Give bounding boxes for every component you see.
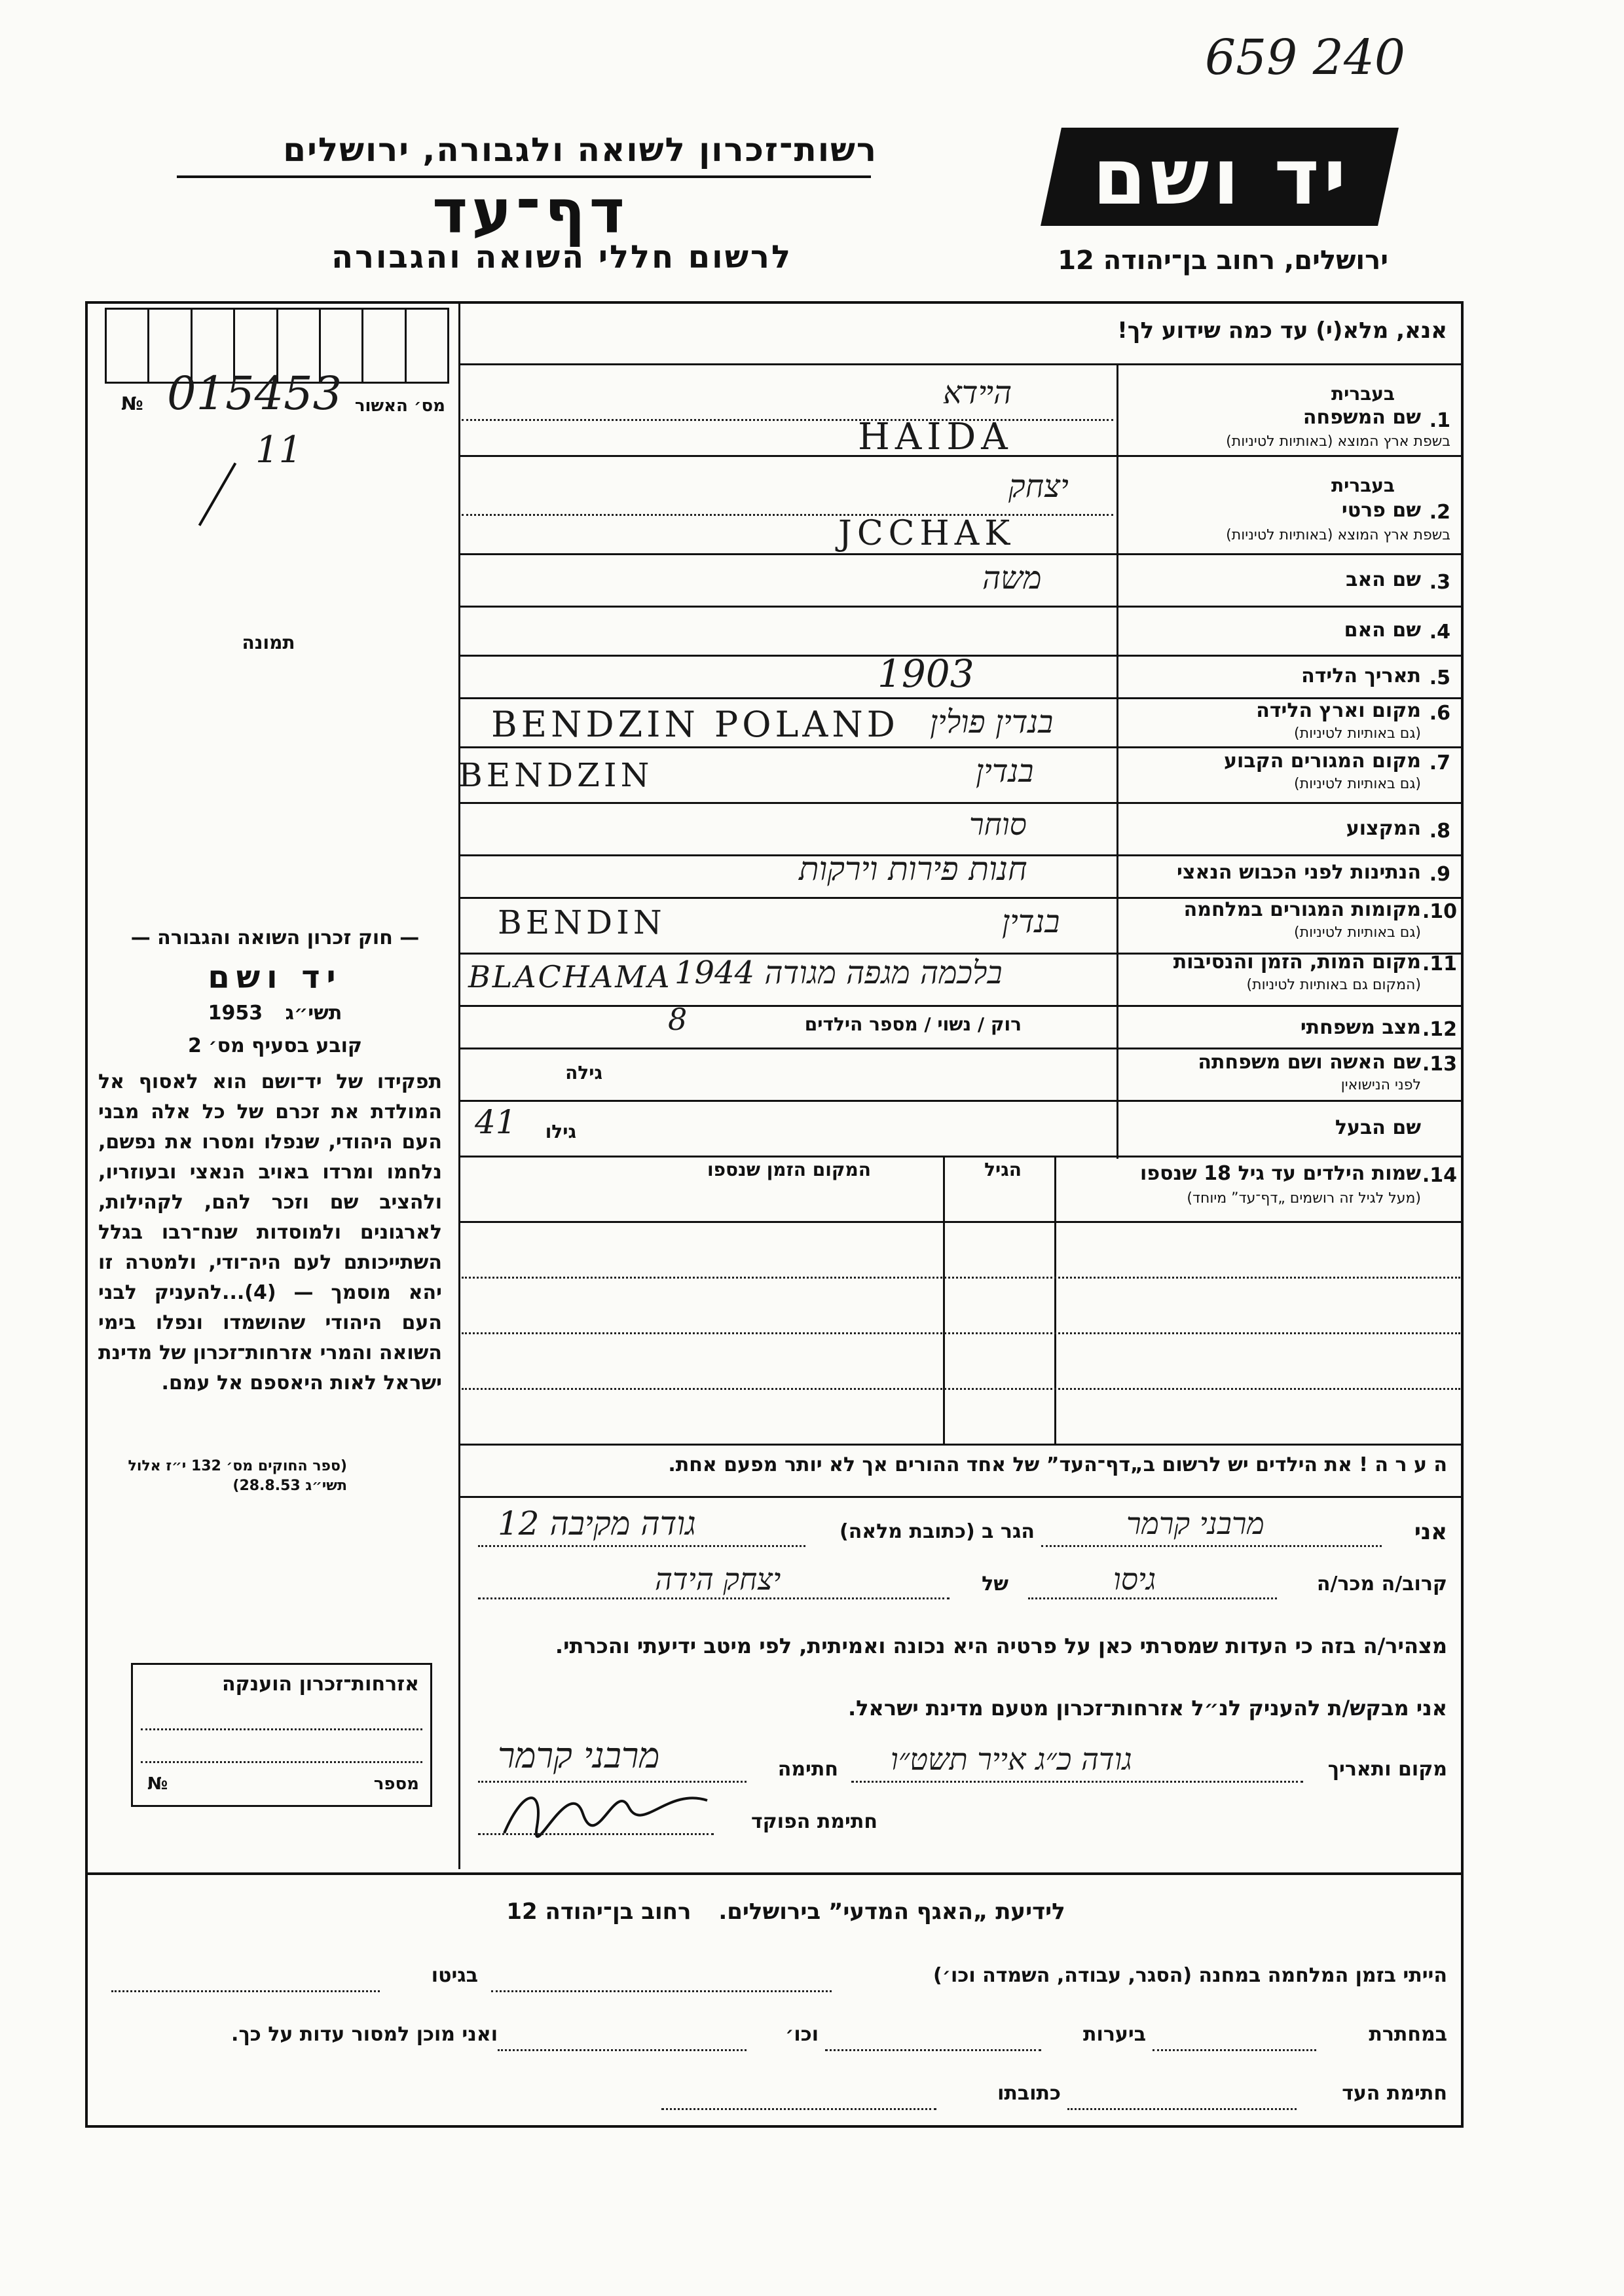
institute-address: ירושלים, רחוב בן־יהודה 12	[1058, 246, 1388, 276]
f14-label: שמות הילדים עד גיל 18 שנספו	[1140, 1162, 1421, 1185]
f2-label: שם פרטי	[1341, 499, 1421, 522]
f1-value-latin[interactable]: HAIDA	[858, 416, 1013, 458]
footer-etc: וכו׳	[785, 2023, 819, 2046]
law-year-hebrew: תשי״ג	[285, 1002, 342, 1025]
declarant-name[interactable]: מרבני קרמר	[1126, 1506, 1264, 1541]
f2-value-hebrew[interactable]: יצחק	[1008, 468, 1069, 505]
f10-number: 10.	[1422, 900, 1457, 923]
f4-number: 4.	[1429, 621, 1450, 644]
f10-sublabel: (גם באותיות לטיניות)	[1294, 924, 1421, 941]
f11-sublabel: (המקום גם באותיות לטיניות)	[1246, 977, 1421, 993]
note: ה ע ר ה ! את הילדים יש לרשום ב„דף־העד” של אחד ההורים אך לא יותר מפעם אחת.	[668, 1453, 1447, 1476]
f6-label: מקום וארץ הלידה	[1256, 699, 1421, 722]
f3-number: 3.	[1429, 571, 1450, 594]
col-place-header: המקום הזמן שנספו	[707, 1159, 871, 1180]
table-dotted	[462, 1277, 1460, 1279]
table-divider	[1054, 1156, 1056, 1444]
husband-age-label: גילו	[545, 1121, 576, 1142]
label-column-divider	[1116, 363, 1118, 1159]
f13-sublabel: לפני הנישואין	[1340, 1077, 1421, 1093]
footer-dotted-1	[491, 1990, 832, 1992]
f1-hebrew-tag: בעברית	[1331, 383, 1395, 405]
row-line	[458, 802, 1464, 804]
f5-label: תאריך הלידה	[1301, 665, 1421, 687]
law-year: 1953	[208, 1002, 263, 1025]
f14-sublabel: (מעל לגיל זה רושמים „דף־עד” מיוחד)	[1187, 1190, 1421, 1207]
place-date-line	[851, 1781, 1303, 1783]
registration-value-2: 11	[255, 429, 303, 471]
f11-value-latin[interactable]: BLACHAMA	[468, 959, 672, 994]
f7-value-latin[interactable]: BENDZIN	[458, 756, 654, 794]
col-age-header: הגיל	[984, 1159, 1022, 1180]
f11-label: מקום המות, הזמן והנסיבות	[1173, 951, 1421, 974]
f12-children-count[interactable]: 8	[668, 1002, 688, 1037]
f5-number: 5.	[1429, 666, 1450, 689]
officer-line	[478, 1833, 714, 1835]
table-divider	[943, 1156, 945, 1444]
relation-of-name[interactable]: יצחק הידה	[655, 1561, 781, 1597]
row-line	[458, 1005, 1464, 1007]
f13-age-label: גילה	[565, 1062, 602, 1084]
sub-line	[462, 514, 1113, 516]
f2-value-latin[interactable]: JCCHAK	[838, 514, 1016, 553]
footer-witness-signature: חתימת העד	[1342, 2082, 1447, 2105]
row-line	[458, 1100, 1464, 1102]
signature-label: חתימה	[777, 1758, 838, 1781]
relation-line	[1028, 1597, 1277, 1599]
frame-divider	[458, 301, 460, 1869]
f13-label: שם האשה ושם משפחתה	[1198, 1051, 1421, 1074]
relation-value[interactable]: גיסו	[1113, 1561, 1156, 1597]
declarant-name-line	[1041, 1545, 1382, 1547]
footer-testimony: ואני מוכן למסור עדות על כך.	[231, 2023, 498, 2046]
f6-number: 6.	[1429, 702, 1450, 725]
f1-value-hebrew[interactable]: הײדא	[943, 374, 1012, 411]
f1-label: שם המשפחה	[1302, 406, 1421, 429]
row-line	[458, 1156, 1464, 1157]
logo-text: יד ושם	[1092, 132, 1350, 222]
footer-dotted-3b	[661, 2108, 936, 2110]
f9-number: 9.	[1429, 863, 1450, 886]
table-dotted	[462, 1332, 1460, 1334]
law-reference: (ספר החוקים מס׳ 132 י״ז אלול תשי״ג 28.8.53)	[128, 1458, 347, 1494]
f2-number: 2.	[1429, 501, 1450, 524]
f1-number: 1.	[1429, 409, 1450, 432]
f11-number: 11.	[1422, 953, 1457, 975]
f1-sublabel: בשפת ארץ המוצא (באותיות לטיניות)	[1226, 433, 1450, 450]
f8-number: 8.	[1429, 820, 1450, 843]
note-rule	[458, 1496, 1464, 1498]
footer-address-label: כתובתו	[997, 2082, 1061, 2105]
f6-sublabel: (גם באותיות לטיניות)	[1294, 725, 1421, 742]
footer-dotted-2a	[1153, 2049, 1316, 2051]
citizenship-title: אזרחות־זכרון הוענקה	[221, 1673, 419, 1696]
sub-line	[462, 419, 1113, 421]
footer-dotted-2b	[825, 2049, 1041, 2051]
table-bottom-line	[458, 1444, 1464, 1446]
table-row-line	[458, 1221, 1464, 1223]
citizenship-line	[141, 1761, 422, 1763]
declarant-signature[interactable]: מרבני קרמר	[498, 1735, 660, 1776]
intro-text: אנא, מלא(י) עד כמה שידוע לך!	[1117, 318, 1447, 344]
f3-value[interactable]: משה	[982, 560, 1042, 596]
f10-value-latin[interactable]: BENDIN	[498, 903, 666, 941]
f12-label: מצב משפחתי	[1300, 1016, 1421, 1039]
f9-label: הנתינות לפני הכבוש הנאצי	[1177, 861, 1421, 884]
row-line	[458, 746, 1464, 748]
declaration-resides: הגר ב (כתובת מלאה)	[839, 1520, 1035, 1543]
relation-of-line	[478, 1597, 950, 1599]
f8-value[interactable]: סוחר	[969, 807, 1027, 842]
f6-value-hebrew[interactable]: בנדין פולין	[930, 704, 1054, 740]
authority-name: רשות־זכרון לשואה ולגבורה, ירושלים	[283, 131, 877, 169]
citizenship-line	[141, 1728, 422, 1730]
footer-title	[393, 1899, 1179, 1925]
row-line	[458, 553, 1464, 555]
footer-dotted-3a	[1067, 2108, 1297, 2110]
f12-options: רוק / נשוי / מספר הילדים	[804, 1013, 1022, 1035]
f7-number: 7.	[1429, 752, 1450, 774]
f10-value-hebrew[interactable]: בנדין	[1002, 903, 1060, 940]
footer-title-text: לידיעת „האגף המדעי” בירושלים.	[718, 1899, 1065, 1925]
table-dotted	[462, 1388, 1460, 1390]
f14-number: 14.	[1422, 1164, 1457, 1187]
footer-line-1: הייתי בזמן המלחמה במחנה (הסגר, עבודה, השמדה וכו׳)	[933, 1964, 1447, 1987]
registration-label: מס׳ האשור	[354, 396, 445, 416]
footer-address: רחוב בן־יהודה 12	[506, 1899, 692, 1925]
f7-value-hebrew[interactable]: בנדין	[976, 753, 1034, 790]
f10-label: מקומות המגורים במלחמה	[1183, 898, 1421, 921]
registration-no-sign: №	[121, 393, 143, 414]
form-title: דף־עד	[432, 177, 629, 247]
footer-dotted-2c	[498, 2049, 747, 2051]
f2-sublabel: בשפת ארץ המוצא (באותיות לטיניות)	[1226, 527, 1450, 543]
law-title: — חוק זכרון השואה והגבורה —	[130, 926, 420, 949]
f9-value[interactable]: חנות פירות וירקות	[799, 850, 1027, 888]
f7-sublabel: (גם באותיות לטיניות)	[1294, 776, 1421, 792]
relation-of: של	[982, 1573, 1008, 1595]
row-line	[458, 1048, 1464, 1049]
declarant-address-line	[478, 1545, 805, 1547]
place-date-label: מקום ותאריך	[1327, 1758, 1447, 1781]
row-line	[458, 606, 1464, 608]
citizenship-no: №	[147, 1774, 168, 1794]
law-text: תפקידו של יד־ושם הוא לאסוף אל המולדת את זכרם של כל אלה מבני העם היהודי, שנפלו ומסרו את נפשם, נלחמו ומרדו באויב הנאצי ובעוזריו, ולהציב שם וזכר להם, לקהילות, לארגונים ולמוסדות שנח־רבו בגלל השתייכותם לעם היה־ודי, ולמטרה זו יהא מוסמך — (4)...להעניק לבני העם היהודי שהושמדו ונפלו בימי השואה והמרי אזרחות־זכרון של מדינת ישראל לאות היאספם אל עמם.	[98, 1070, 442, 1394]
intro-rule	[458, 363, 1464, 365]
f11-value-hebrew[interactable]: בלכמה מגפה מגודה 1944	[674, 955, 1003, 991]
declaration-ani: אני	[1414, 1519, 1447, 1545]
law-section: קובע בסעיף מס׳ 2	[187, 1034, 363, 1057]
f5-value[interactable]: 1903	[877, 651, 974, 696]
f2-hebrew-tag: בעברית	[1331, 475, 1395, 496]
declaration-request: אני מבקש/ת להעניק לנ״ל אזרחות־זכרון מטעם מדינת ישראל.	[848, 1696, 1447, 1721]
officer-signature-label: חתימת הפוקד	[751, 1810, 877, 1833]
f6-value-latin[interactable]: BENDZIN POLAND	[491, 704, 899, 745]
place-date-value[interactable]: גודה כ״ג אייר תשט״ו	[891, 1741, 1132, 1777]
husband-label: שם הבעל	[1335, 1116, 1421, 1139]
archive-number-annotation: 659 240	[1205, 29, 1406, 86]
photo-label: תמונה	[242, 632, 295, 653]
f8-label: המקצוע	[1346, 817, 1421, 840]
footer-forests: ביערות	[1083, 2023, 1146, 2046]
law-year-line	[98, 1002, 452, 1025]
footer-line-1-end: בגיטו	[431, 1964, 478, 1987]
declaration-statement: מצהיר/ה בזה כי העדות שמסרתי כאן על פרטיה היא נכונה ואמיתית, לפי מיטב ידיעתי והכרתי.	[555, 1633, 1447, 1658]
law-logo: יד ושם	[208, 959, 342, 996]
declarant-address[interactable]: גודה מקיבה 12	[498, 1504, 696, 1542]
footer-dotted-1b	[111, 1990, 380, 1992]
f7-label: מקום המגורים הקבוע	[1224, 750, 1421, 773]
f4-label: שם האם	[1344, 619, 1421, 642]
footer-underground: במחתרת	[1369, 2023, 1447, 2046]
f3-label: שם האב	[1346, 568, 1421, 591]
f13-number: 13.	[1422, 1053, 1457, 1076]
registration-value: 015453	[167, 367, 342, 420]
relation-label: קרוב/ה מכר/ה	[1316, 1573, 1447, 1595]
f12-number: 12.	[1422, 1018, 1457, 1041]
citizenship-number-label: מספר	[373, 1774, 419, 1794]
form-subtitle: לרשום חללי השואה והגבורה	[331, 239, 792, 276]
husband-age[interactable]: 41	[475, 1103, 517, 1141]
